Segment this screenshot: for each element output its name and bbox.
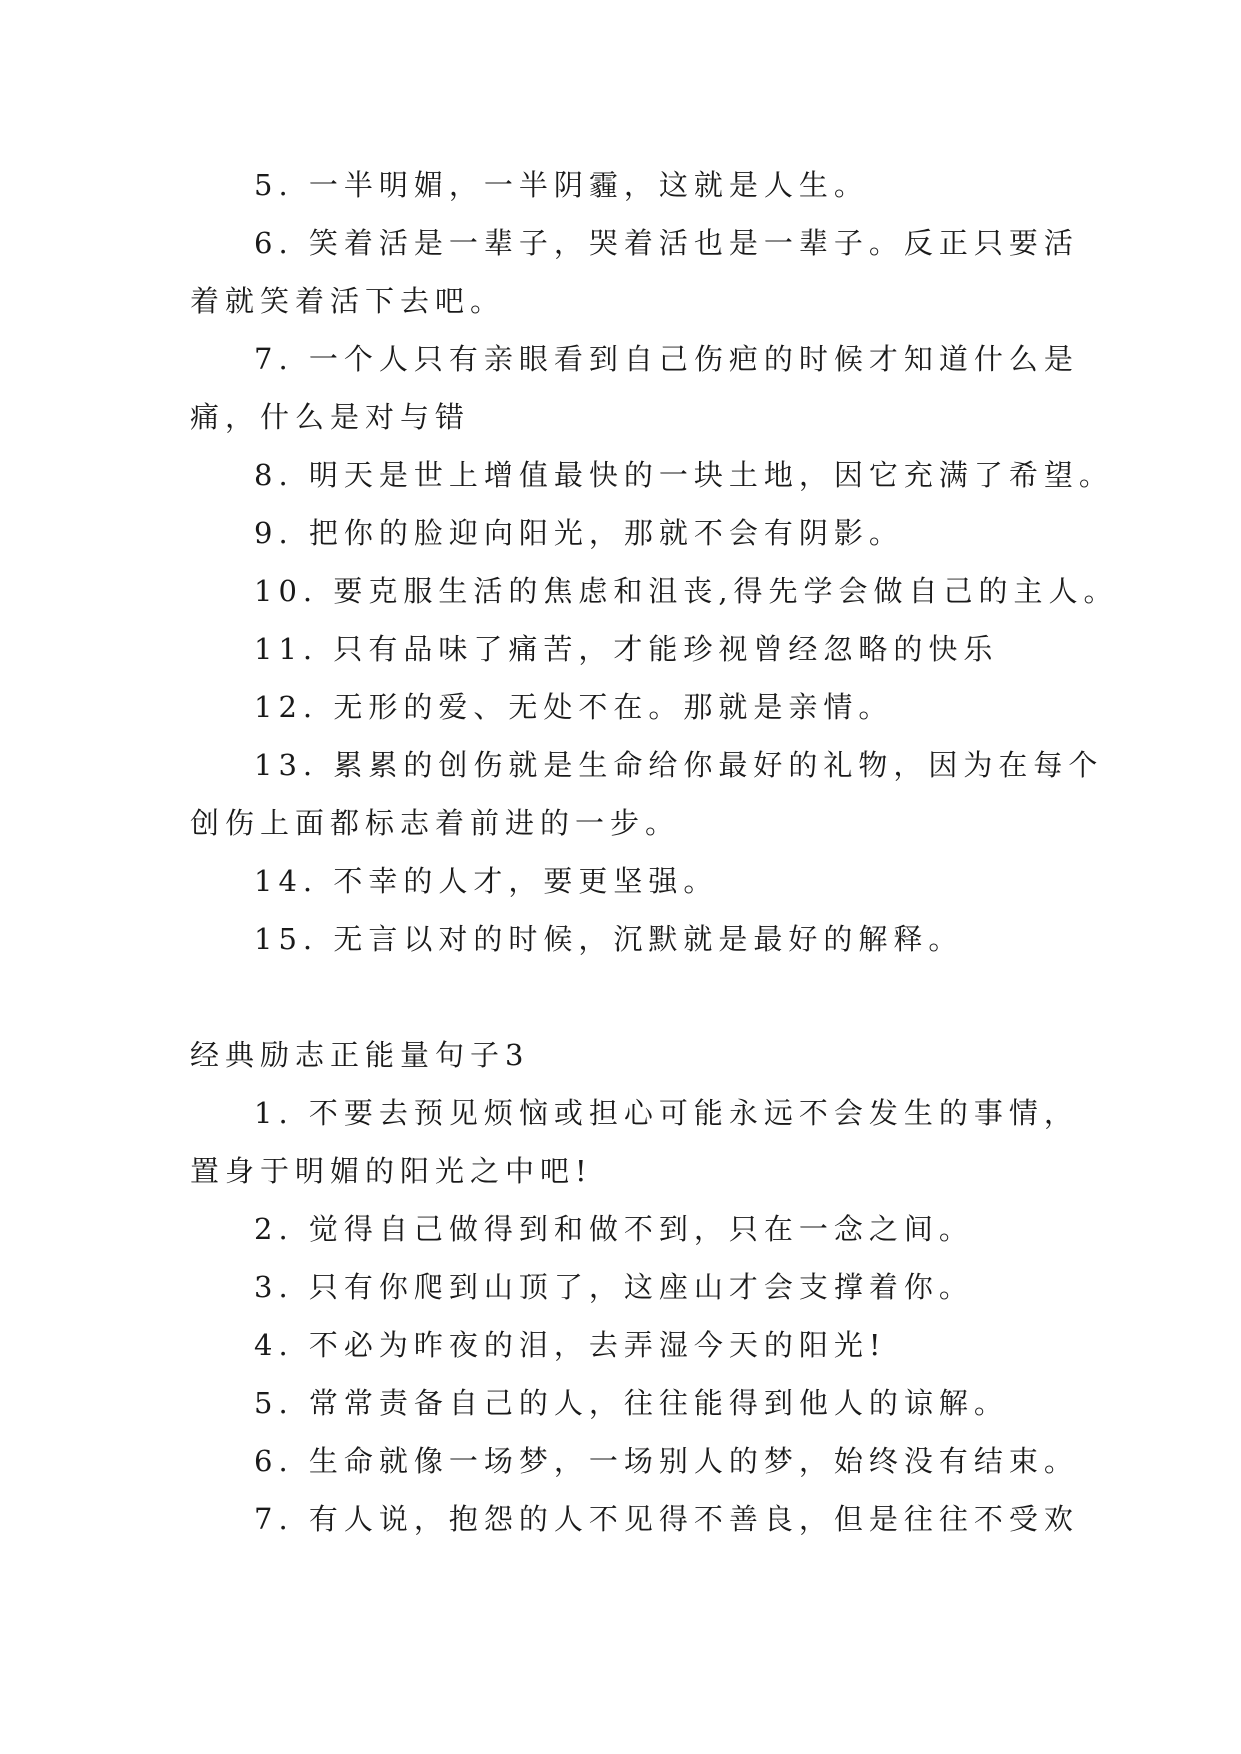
- text-line: 12. 无形的爱、无处不在。那就是亲情。: [254, 690, 894, 724]
- text-line: 5. 常常责备自己的人，往往能得到他人的谅解。: [254, 1386, 1009, 1420]
- text-line: 13. 累累的创伤就是生命给你最好的礼物，因为在每个: [254, 748, 1104, 782]
- text-line: 9. 把你的脸迎向阳光，那就不会有阴影。: [254, 516, 904, 550]
- text-line: 5. 一半明媚，一半阴霾，这就是人生。: [254, 168, 869, 202]
- text-line: 7. 一个人只有亲眼看到自己伤疤的时候才知道什么是: [254, 342, 1079, 376]
- section-heading: 经典励志正能量句子3: [190, 1038, 530, 1072]
- text-line: 创伤上面都标志着前进的一步。: [190, 806, 681, 840]
- text-line: 2. 觉得自己做得到和做不到，只在一念之间。: [254, 1212, 974, 1246]
- text-line: 痛，什么是对与错: [190, 400, 471, 434]
- text-line: 8. 明天是世上增值最快的一块土地，因它充满了希望。: [254, 458, 1114, 492]
- text-line: 1. 不要去预见烦恼或担心可能永远不会发生的事情，: [254, 1096, 1079, 1130]
- text-line: 4. 不必为昨夜的泪，去弄湿今天的阳光!: [254, 1328, 887, 1362]
- text-line: 置身于明媚的阳光之中吧!: [190, 1154, 593, 1188]
- text-line: 着就笑着活下去吧。: [190, 284, 506, 318]
- text-line: 3. 只有你爬到山顶了，这座山才会支撑着你。: [254, 1270, 974, 1304]
- text-line: 7. 有人说，抱怨的人不见得不善良，但是往往不受欢: [254, 1502, 1079, 1536]
- text-line: 10. 要克服生活的焦虑和沮丧,得先学会做自己的主人。: [254, 574, 1119, 608]
- text-line: 6. 笑着活是一辈子，哭着活也是一辈子。反正只要活: [254, 226, 1079, 260]
- text-line: 11. 只有品味了痛苦，才能珍视曾经忽略的快乐: [254, 632, 999, 666]
- text-line: 14. 不幸的人才，要更坚强。: [254, 864, 719, 898]
- text-line: 15. 无言以对的时候，沉默就是最好的解释。: [254, 922, 964, 956]
- text-line: 6. 生命就像一场梦，一场别人的梦，始终没有结束。: [254, 1444, 1079, 1478]
